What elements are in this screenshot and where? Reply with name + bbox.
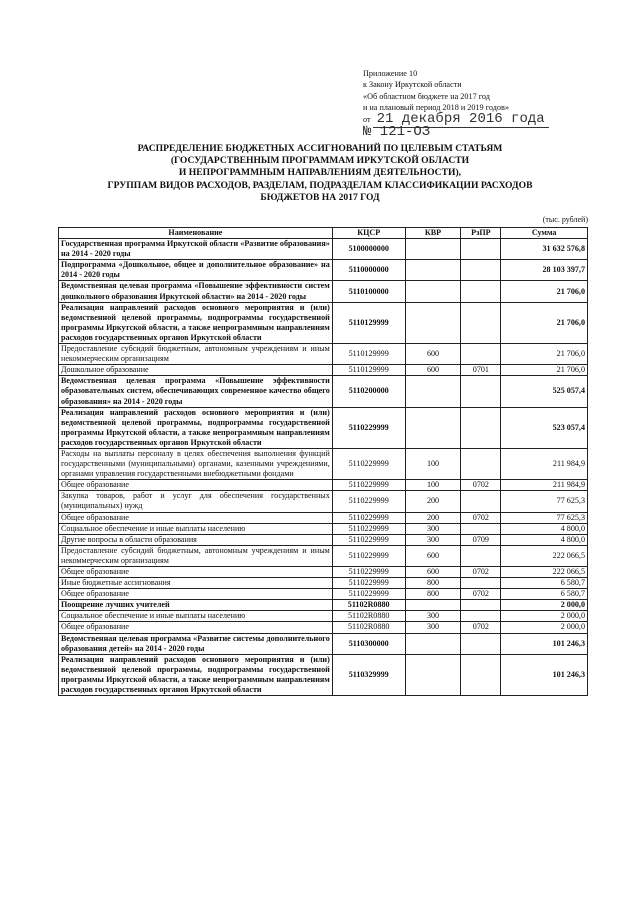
cell-name: Государственная программа Иркутской области «Развитие образования» на 2014 - 2020 годы: [59, 239, 333, 260]
cell-kcsr: 5110000000: [332, 260, 405, 281]
document-title: [40, 143, 600, 204]
cell-kvr: 600: [405, 545, 461, 566]
cell-name: Социальное обеспечение и иные выплаты населению: [59, 523, 333, 534]
cell-rzpr: 0701: [461, 365, 501, 376]
table-row: [59, 407, 588, 448]
cell-kcsr: 51102R0880: [332, 622, 405, 633]
cell-kcsr: 5110229999: [332, 534, 405, 545]
cell-kvr: 100: [405, 448, 461, 479]
cell-kcsr: 5110229999: [332, 480, 405, 491]
cell-kcsr: 5100000000: [332, 239, 405, 260]
cell-kcsr: 5110229999: [332, 567, 405, 578]
cell-sum: 28 103 397,7: [501, 260, 588, 281]
cell-name: Общее образование: [59, 622, 333, 633]
cell-sum: 31 632 576,8: [501, 239, 588, 260]
cell-name: Реализация направлений расходов основного мероприятия и (или) ведомственной целевой программы, подпрограммы государственной программы Иркутской области, а также непрограммным направлениям расходов государственных органов Иркутской области: [59, 407, 333, 448]
cell-kvr: 200: [405, 512, 461, 523]
cell-kvr: 800: [405, 578, 461, 589]
table-row: [59, 567, 588, 578]
cell-name: Предоставление субсидий бюджетным, автономным учреждениям и иным некоммерческим организациям: [59, 545, 333, 566]
cell-sum: 2 000,0: [501, 622, 588, 633]
cell-sum: 6 580,7: [501, 578, 588, 589]
cell-kcsr: 5110229999: [332, 407, 405, 448]
title-line: И НЕПРОГРАММНЫМ НАПРАВЛЕНИЯМ ДЕЯТЕЛЬНОСТИ),: [178, 167, 462, 179]
header-kvr: КВР: [405, 228, 461, 239]
cell-kcsr: 5110229999: [332, 512, 405, 523]
table-row: [59, 281, 588, 302]
header-name: Наименование: [59, 228, 333, 239]
appendix-line: к Закону Иркутской области: [363, 80, 462, 90]
date-prefix: от: [363, 115, 371, 125]
cell-kvr: 200: [405, 491, 461, 512]
table-row: [59, 545, 588, 566]
cell-kvr: [405, 633, 461, 654]
cell-name: Другие вопросы в области образования: [59, 534, 333, 545]
cell-kvr: 800: [405, 589, 461, 600]
cell-sum: 21 706,0: [501, 344, 588, 365]
table-row: [59, 512, 588, 523]
cell-rzpr: 0702: [461, 622, 501, 633]
cell-kcsr: 5110229999: [332, 448, 405, 479]
law-number: № 121-ОЗ: [363, 124, 431, 141]
cell-name: Предоставление субсидий бюджетным, автономным учреждениям и иным некоммерческим организациям: [59, 344, 333, 365]
cell-rzpr: [461, 407, 501, 448]
cell-name: Ведомственная целевая программа «Повышение эффективности систем дошкольного образования Иркутской области» на 2014 - 2020 годы: [59, 281, 333, 302]
cell-rzpr: [461, 633, 501, 654]
cell-sum: 21 706,0: [501, 281, 588, 302]
cell-sum: 21 706,0: [501, 302, 588, 343]
cell-rzpr: [461, 344, 501, 365]
cell-name: Реализация направлений расходов основного мероприятия и (или) ведомственной целевой программы, подпрограммы государственной программы Иркутской области, а также непрограммным направлениям расходов государственных органов Иркутской области: [59, 654, 333, 695]
cell-kvr: 300: [405, 534, 461, 545]
cell-kcsr: 51102R0880: [332, 611, 405, 622]
cell-sum: 2 000,0: [501, 611, 588, 622]
cell-rzpr: 0702: [461, 480, 501, 491]
title-line: (ГОСУДАРСТВЕННЫМ ПРОГРАММАМ ИРКУТСКОЙ ОБЛАСТИ: [170, 155, 470, 167]
budget-table: [58, 227, 588, 696]
cell-kcsr: 5110229999: [332, 578, 405, 589]
cell-rzpr: [461, 239, 501, 260]
cell-name: Расходы на выплаты персоналу в целях обеспечения выполнения функций государственными (муниципальными) органами, казенными учреждениями, органами управления государственными внебюджетными фондами: [59, 448, 333, 479]
cell-kvr: 300: [405, 611, 461, 622]
date-stamp: 21 декабря 2016 года: [373, 111, 549, 128]
cell-rzpr: 0702: [461, 589, 501, 600]
cell-rzpr: [461, 491, 501, 512]
cell-kcsr: 51102R0880: [332, 600, 405, 611]
cell-sum: 101 246,3: [501, 654, 588, 695]
cell-sum: 6 580,7: [501, 589, 588, 600]
cell-kvr: [405, 239, 461, 260]
cell-rzpr: [461, 281, 501, 302]
cell-sum: 211 984,9: [501, 480, 588, 491]
table-row: [59, 654, 588, 695]
cell-name: Общее образование: [59, 512, 333, 523]
cell-rzpr: [461, 260, 501, 281]
cell-rzpr: [461, 448, 501, 479]
cell-sum: 222 066,5: [501, 545, 588, 566]
table-row: [59, 578, 588, 589]
cell-sum: 101 246,3: [501, 633, 588, 654]
cell-name: Ведомственная целевая программа «Развитие системы дополнительного образования детей» на 2014 - 2020 годы: [59, 633, 333, 654]
cell-sum: 4 800,0: [501, 523, 588, 534]
cell-rzpr: [461, 545, 501, 566]
cell-kvr: 600: [405, 365, 461, 376]
cell-kvr: [405, 376, 461, 407]
table-row: [59, 633, 588, 654]
cell-sum: 77 625,3: [501, 491, 588, 512]
cell-rzpr: 0702: [461, 567, 501, 578]
cell-kvr: [405, 600, 461, 611]
cell-kvr: 600: [405, 344, 461, 365]
appendix-line: и на плановый период 2018 и 2019 годов»: [363, 102, 509, 112]
cell-kcsr: 5110129999: [332, 365, 405, 376]
cell-sum: 21 706,0: [501, 365, 588, 376]
cell-kvr: 300: [405, 622, 461, 633]
cell-sum: 525 057,4: [501, 376, 588, 407]
appendix-line: «Об областном бюджете на 2017 год: [363, 91, 490, 101]
table-row: [59, 600, 588, 611]
cell-kvr: [405, 407, 461, 448]
title-line: ГРУППАМ ВИДОВ РАСХОДОВ, РАЗДЕЛАМ, ПОДРАЗДЕЛАМ КЛАССИФИКАЦИИ РАСХОДОВ: [107, 179, 533, 191]
cell-kvr: 300: [405, 523, 461, 534]
cell-name: Иные бюджетные ассигнования: [59, 578, 333, 589]
appendix-header: [363, 68, 549, 139]
cell-kvr: [405, 281, 461, 302]
cell-rzpr: 0709: [461, 534, 501, 545]
table-row: [59, 534, 588, 545]
cell-name: Общее образование: [59, 589, 333, 600]
cell-kcsr: 5110229999: [332, 491, 405, 512]
cell-kvr: [405, 260, 461, 281]
table-row: [59, 480, 588, 491]
cell-rzpr: [461, 523, 501, 534]
cell-kvr: 600: [405, 567, 461, 578]
table-row: [59, 302, 588, 343]
cell-name: Ведомственная целевая программа «Повышение эффективности образовательных систем, обеспечивающих современное качество общего образования» на 2014 - 2020 годы: [59, 376, 333, 407]
table-row: [59, 239, 588, 260]
units-label: (тыс. рублей): [542, 215, 588, 224]
cell-rzpr: [461, 600, 501, 611]
table-row: [59, 448, 588, 479]
cell-rzpr: [461, 611, 501, 622]
table-row: [59, 611, 588, 622]
cell-sum: 77 625,3: [501, 512, 588, 523]
cell-kcsr: 5110229999: [332, 589, 405, 600]
cell-kcsr: 5110229999: [332, 545, 405, 566]
cell-name: Общее образование: [59, 567, 333, 578]
cell-rzpr: [461, 376, 501, 407]
cell-name: Закупка товаров, работ и услуг для обеспечения государственных (муниципальных) нужд: [59, 491, 333, 512]
cell-sum: 4 800,0: [501, 534, 588, 545]
table-row: [59, 523, 588, 534]
cell-rzpr: [461, 654, 501, 695]
table-row: [59, 622, 588, 633]
cell-kcsr: 5110300000: [332, 633, 405, 654]
cell-name: Подпрограмма «Дошкольное, общее и дополнительное образование» на 2014 - 2020 годы: [59, 260, 333, 281]
header-sum: Сумма: [501, 228, 588, 239]
table-row: [59, 344, 588, 365]
appendix-line: Приложение 10: [363, 69, 418, 78]
title-line: БЮДЖЕТОВ НА 2017 ГОД: [260, 191, 380, 203]
cell-kcsr: 5110129999: [332, 344, 405, 365]
table-row: [59, 365, 588, 376]
header-rzpr: РзПР: [461, 228, 501, 239]
cell-name: Дошкольное образование: [59, 365, 333, 376]
cell-sum: 523 057,4: [501, 407, 588, 448]
table-row: [59, 491, 588, 512]
cell-rzpr: [461, 578, 501, 589]
cell-kvr: [405, 654, 461, 695]
cell-kcsr: 5110200000: [332, 376, 405, 407]
cell-name: Общее образование: [59, 480, 333, 491]
cell-sum: 222 066,5: [501, 567, 588, 578]
cell-kcsr: 5110229999: [332, 523, 405, 534]
cell-name: Реализация направлений расходов основного мероприятия и (или) ведомственной целевой программы, подпрограммы государственной программы Иркутской области, а также непрограммным направлениям расходов государственных органов Иркутской области: [59, 302, 333, 343]
table-row: [59, 376, 588, 407]
table-row: [59, 260, 588, 281]
table-header-row: [59, 228, 588, 239]
cell-sum: 2 000,0: [501, 600, 588, 611]
cell-kvr: [405, 302, 461, 343]
cell-name: Социальное обеспечение и иные выплаты населению: [59, 611, 333, 622]
title-line: РАСПРЕДЕЛЕНИЕ БЮДЖЕТНЫХ АССИГНОВАНИЙ ПО ЦЕЛЕВЫМ СТАТЬЯМ: [137, 143, 503, 154]
cell-kcsr: 5110329999: [332, 654, 405, 695]
header-kcsr: КЦСР: [332, 228, 405, 239]
cell-rzpr: [461, 302, 501, 343]
cell-kvr: 100: [405, 480, 461, 491]
cell-name: Поощрение лучших учителей: [59, 600, 333, 611]
table-row: [59, 589, 588, 600]
cell-sum: 211 984,9: [501, 448, 588, 479]
cell-rzpr: 0702: [461, 512, 501, 523]
cell-kcsr: 5110100000: [332, 281, 405, 302]
cell-kcsr: 5110129999: [332, 302, 405, 343]
